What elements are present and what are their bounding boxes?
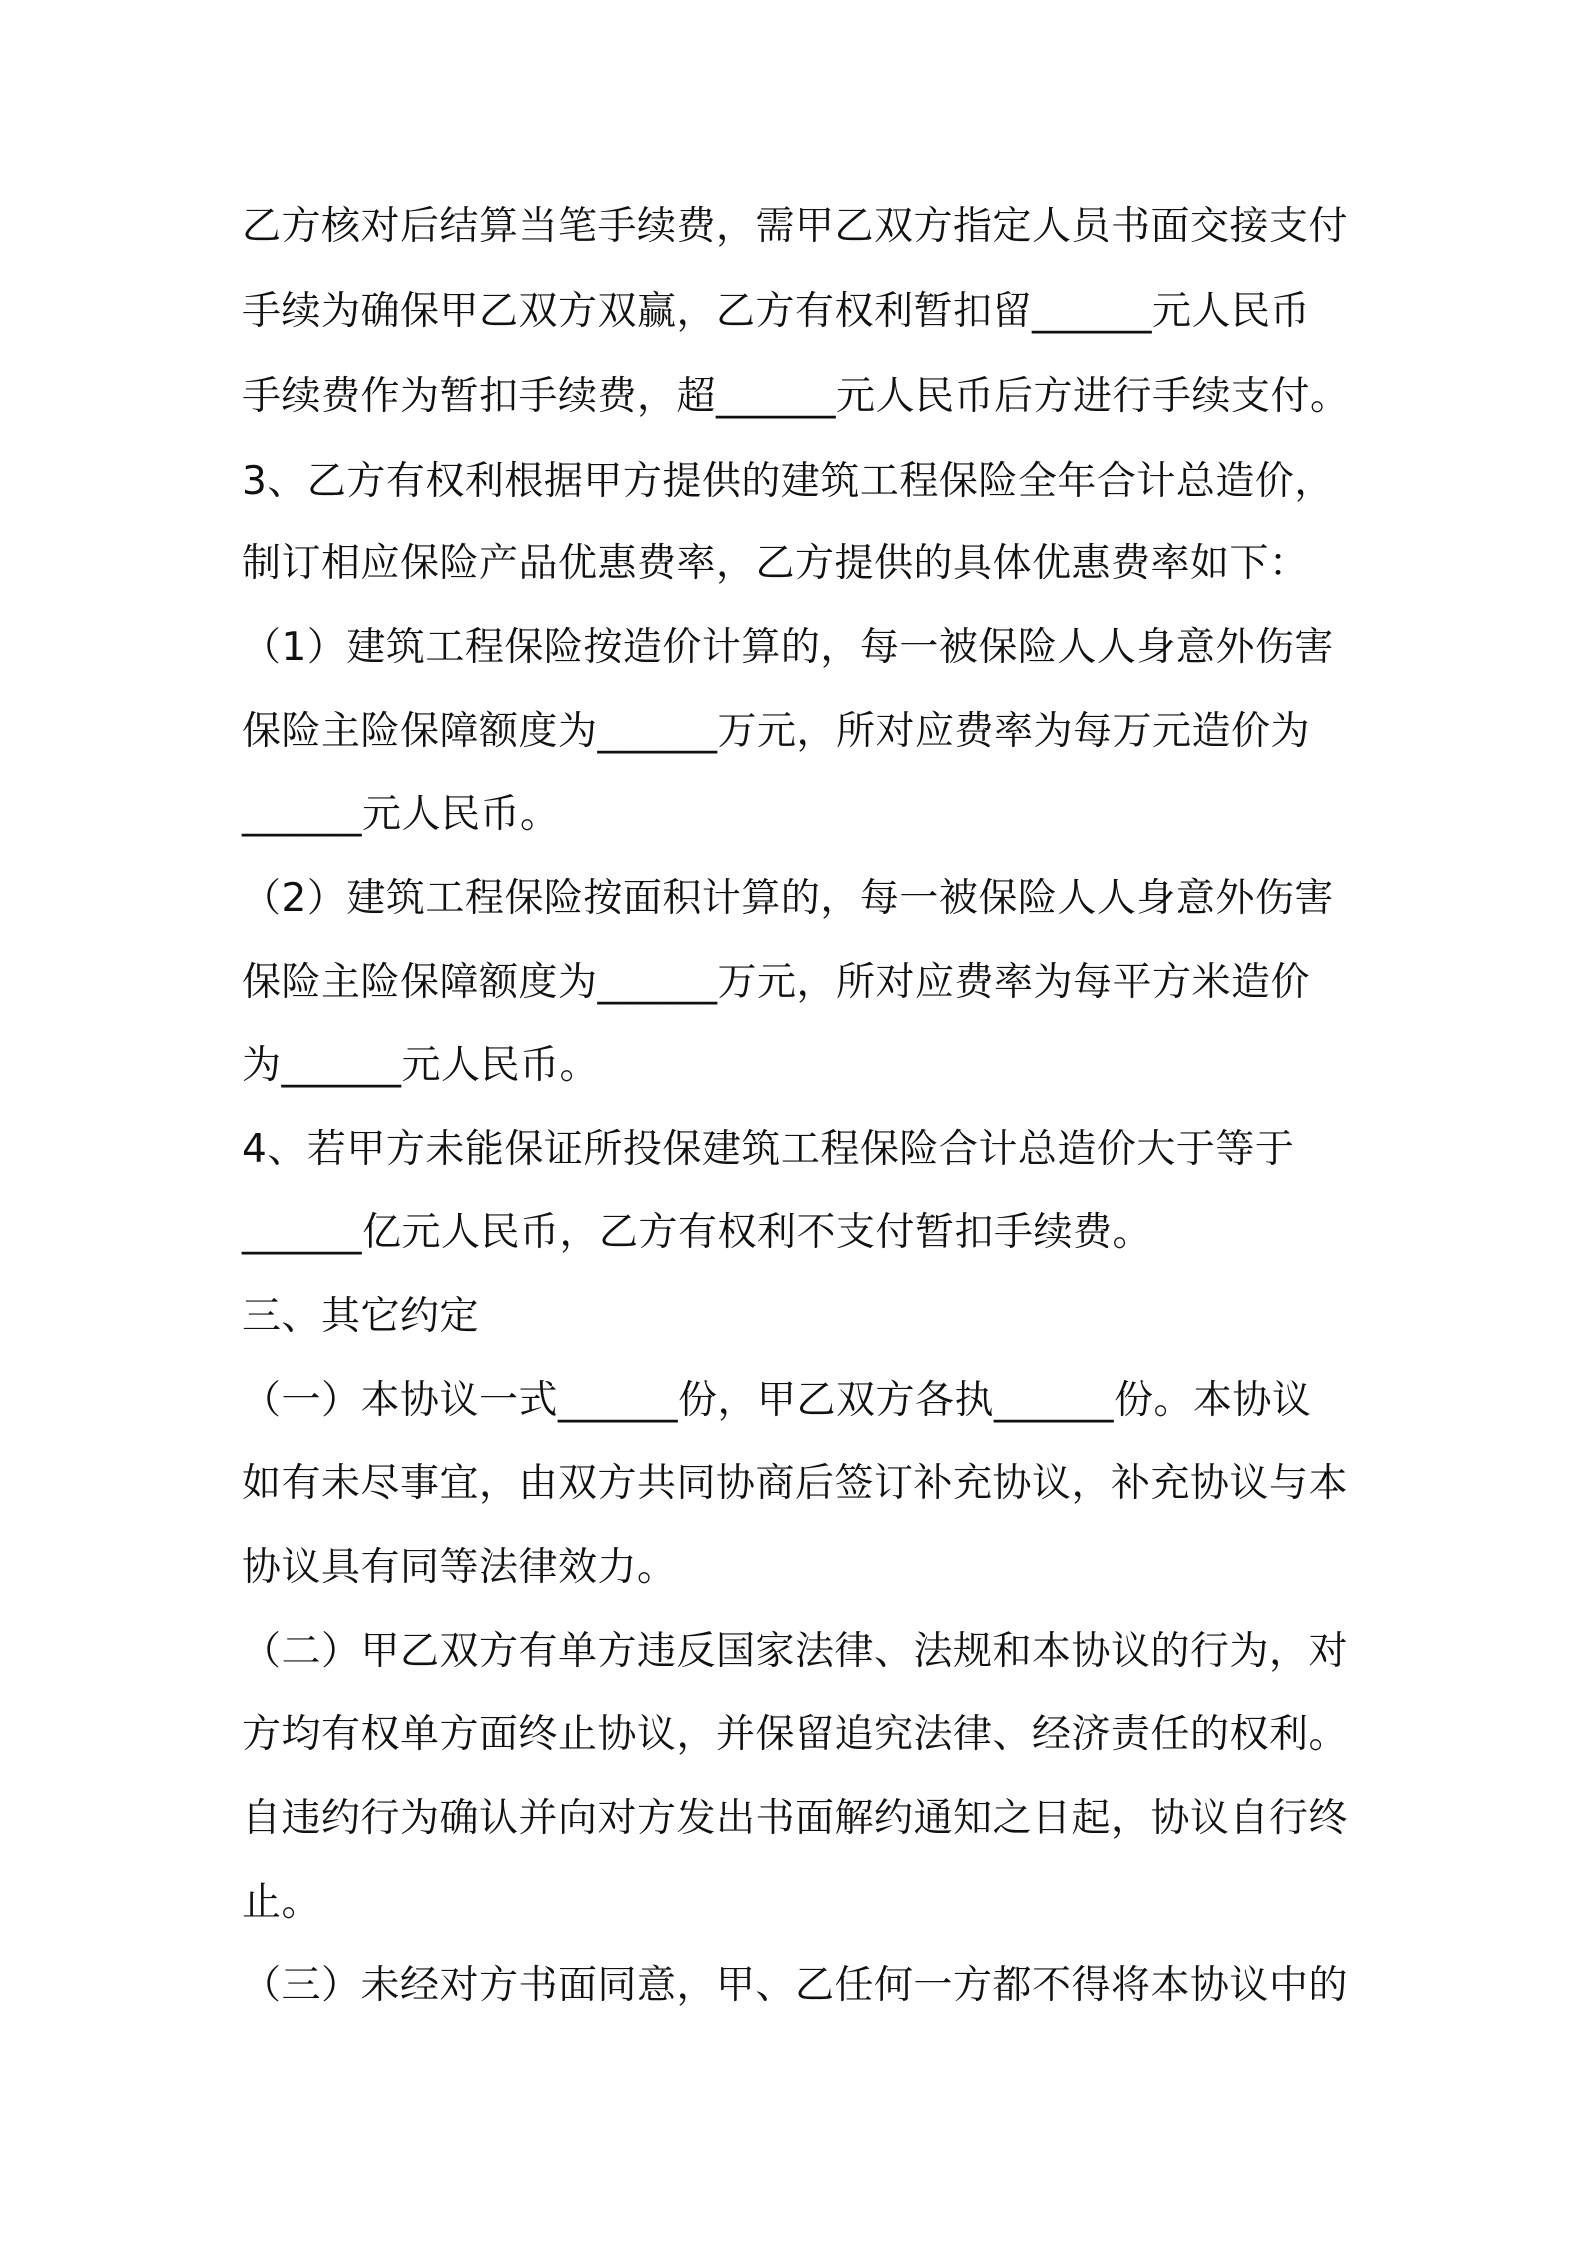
text-line: 乙方核对后结算当笔手续费，需甲乙双方指定人员书面交接支付: [242, 204, 1349, 249]
text-line: 手续为确保甲乙双方双赢，乙方有权利暂扣留______元人民币: [242, 289, 1311, 334]
text-line: （2）建筑工程保险按面积计算的，每一被保险人人身意外伤害: [242, 876, 1334, 921]
text-line: （二）甲乙双方有单方违反国家法律、法规和本协议的行为，对: [242, 1629, 1349, 1674]
text-line: ______亿元人民币，乙方有权利不支付暂扣手续费。: [242, 1210, 1153, 1255]
text-line: 为______元人民币。: [242, 1043, 600, 1088]
text-line: （三）未经对方书面同意，甲、乙任何一方都不得将本协议中的: [242, 1963, 1349, 2008]
text-line: （一）本协议一式______份，甲乙双方各执______份。本协议: [242, 1378, 1312, 1423]
text-line: 自违约行为确认并向对方发出书面解约通知之日起，协议自行终: [242, 1796, 1349, 1841]
text-line: 制订相应保险产品优惠费率，乙方提供的具体优惠费率如下：: [242, 541, 1309, 586]
text-line: 保险主险保障额度为______万元，所对应费率为每万元造价为: [242, 709, 1311, 754]
text-line: （1）建筑工程保险按造价计算的，每一被保险人人身意外伤害: [242, 625, 1334, 670]
text-line: ______元人民币。: [242, 792, 560, 837]
text-line: 手续费作为暂扣手续费，超______元人民币后方进行手续支付。: [242, 374, 1350, 419]
text-line: 协议具有同等法律效力。: [242, 1545, 677, 1590]
section-heading: 三、其它约定: [242, 1294, 480, 1339]
text-line: 4、若甲方未能保证所投保建筑工程保险合计总造价大于等于: [242, 1127, 1295, 1172]
text-line: 如有未尽事宜，由双方共同协商后签订补充协议，补充协议与本: [242, 1461, 1349, 1506]
text-line: 3、乙方有权利根据甲方提供的建筑工程保险全年合计总造价，: [242, 459, 1334, 504]
text-line: 保险主险保障额度为______万元，所对应费率为每平方米造价: [242, 960, 1311, 1005]
text-line: 方均有权单方面终止协议，并保留追究法律、经济责任的权利。: [242, 1712, 1349, 1757]
text-line: 止。: [242, 1880, 322, 1925]
